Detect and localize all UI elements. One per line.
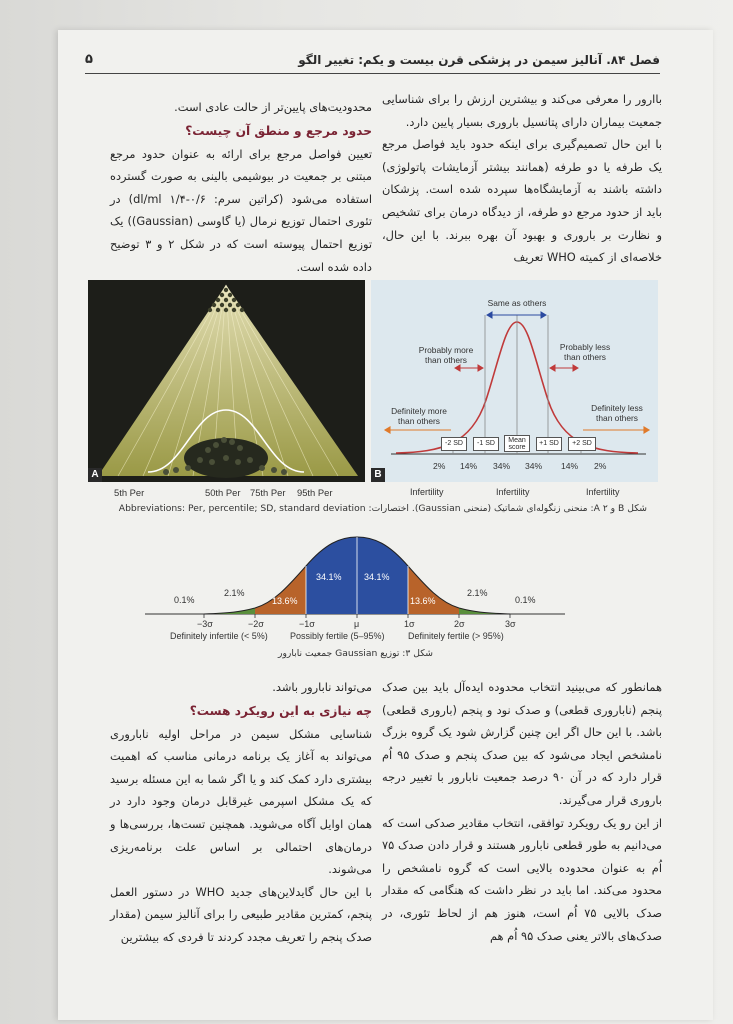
percentile-label: 5th Per — [114, 487, 145, 498]
left-column-bottom — [110, 676, 372, 949]
label-probably-more: Probably more than others — [418, 345, 474, 365]
percentile-label: 50th Per — [205, 487, 241, 498]
figure-3-caption: شکل ۳: توزیع Gaussian جمعیت نابارور — [278, 648, 433, 659]
pct-label: 34% — [493, 461, 511, 471]
sd-box-minus2: -2 SD — [441, 437, 467, 451]
segment-label: 34.1% — [364, 572, 390, 582]
page-number: ۵ — [85, 52, 93, 67]
percentile-label: 95th Per — [297, 487, 333, 498]
paragraph: باارور را معرفی می‌کند و بیشترین ارزش را برای شناسایی جمعیت بیماران دارای پتانسیل باروری بسیار پایین دارد. — [382, 92, 662, 129]
infertility-label: Infertility — [410, 487, 444, 497]
segment-label: 13.6% — [272, 596, 298, 606]
segment-label: 34.1% — [316, 572, 342, 582]
pct-label: 2% — [594, 461, 607, 471]
pct-label: 14% — [561, 461, 579, 471]
sd-box-minus1: -1 SD — [473, 437, 499, 451]
paragraph: محدودیت‌های پایین‌تر از حالت عادی است. — [174, 100, 372, 114]
segment-label: 0.1% — [174, 595, 195, 605]
sd-box-plus1: +1 SD — [536, 437, 562, 451]
section-heading-why-needed: چه نیازی به این رویکرد هست؟ — [189, 703, 372, 718]
zone-label-infertile: Definitely infertile (< 5%) — [170, 631, 268, 641]
axis-tick: 3σ — [505, 619, 516, 629]
segment-label: 13.6% — [410, 596, 436, 606]
section-heading-reference-limits: حدود مرجع و منطق آن چیست؟ — [185, 123, 372, 138]
figure-3-gaussian — [140, 524, 570, 646]
figure-2-caption: شکل B و A ۲: منحنی زنگوله‌ای شماتیک (منحنی Gaussian). اختصارات: Abbreviations: Per, percentile; SD, standard deviation — [118, 503, 647, 514]
paragraph: تعیین فواصل مرجع برای ارائه به عنوان حدود مرجع مبتنی بر جمعیت در بیوشیمی بالینی به صورت گسترده استفاده می‌شود (کراتین سرم: dl/ml ۱/۴-۰/۶) در تئوری احتمال توزیع نرمال (یا گاوسی (Gaussian)) یک توزیع احتمال پیوسته است که در شکل ۲ و ۳ توضیح داده شده است. — [110, 146, 373, 274]
panel-letter-a: A — [88, 468, 102, 482]
paragraph: می‌تواند نابارور باشد. — [272, 680, 372, 694]
page-header — [85, 50, 660, 74]
axis-tick: −2σ — [248, 619, 264, 629]
axis-tick: μ — [354, 619, 360, 629]
pct-label: 14% — [460, 461, 478, 471]
right-column-top — [382, 88, 662, 269]
segment-label: 2.1% — [467, 588, 488, 598]
infertility-label: Infertility — [496, 487, 530, 497]
axis-tick: 2σ — [454, 619, 465, 629]
paragraph: با این حال گایدلاین‌های جدید WHO در دستور العمل پنجم، کمترین مقادیر طبیعی را برای آنالیز سیمن (مقدار صدک پنجم را تعریف مجدد کردند تا فردی که بیشترین — [110, 884, 372, 944]
label-definitely-less: Definitely less than others — [591, 403, 643, 423]
axis-tick: −3σ — [197, 619, 213, 629]
zone-label-possibly-fertile: Possibly fertile (5–95%) — [290, 631, 385, 641]
axis-tick: 1σ — [404, 619, 415, 629]
axis-tick: −1σ — [299, 619, 315, 629]
figure-2a-galton-board — [88, 280, 365, 482]
label-definitely-more: Definitely more than others — [391, 406, 447, 426]
galton-board-illustration — [88, 280, 365, 482]
sd-box-mean: Mean score — [504, 435, 530, 452]
infertility-label: Infertility — [586, 487, 620, 497]
paragraph: همانطور که می‌بینید انتخاب محدوده ایده‌آل باید بین صدک پنجم (ناباروری قطعی) و صدک نود و پنجم (باروری قطعی) باشد. با این حال اگر این چنین گزارش شود یک گروه بزرگ نامشخص ایجاد می‌شود که بین صدک پنجم و صدک ۹۵ اُم قرار دارد که در آن ۹۰ درصد جمعیت نابارور با تغییر درجه باروری قرار می‌گیرند. — [382, 680, 662, 807]
label-probably-less: Probably less than others — [559, 342, 611, 362]
segment-label: 0.1% — [515, 595, 536, 605]
zone-label-fertile: Definitely fertile (> 95%) — [408, 631, 504, 641]
sd-box-plus2: +2 SD — [568, 437, 596, 451]
right-column-bottom — [382, 676, 662, 947]
percentile-label: 75th Per — [250, 487, 286, 498]
left-column-top — [110, 96, 372, 278]
paragraph: با این حال تصمیم‌گیری برای اینکه حدود باید فواصل مرجع یک طرفه یا دو طرفه (همانند بیشتر آزمایشات پاتولوژی) داشته باشند به آزمایشگاه‌ها سپرده شده است. پزشکان باید از حدود مرجع دو طرفه، از دیدگاه درمان برای تشخیص و نظارت بر باروری و بهبود آن بهره ببرند. با این حال، خلاصه‌ای از کمیته WHO تعریف — [382, 137, 662, 265]
label-same-as-others: Same as others — [487, 298, 547, 308]
pct-label: 34% — [525, 461, 543, 471]
segment-label: 2.1% — [224, 588, 245, 598]
panel-letter-b: B — [371, 468, 385, 482]
paragraph: از این رو یک رویکرد توافقی، انتخاب مقادیر صدکی است که می‌دانیم به طور قطعی نابارور هستند و قرار دادن صدک ۷۵ اُم به عنوان محدوده بالایی است که گروه نامشخص را محدود می‌کند. اما باید در نظر داشت که هنگامی که مقدار صدک بالایی ۷۵ اُم است، هنوز هم از لحاظ تئوری، در صدک‌های بالاتر یعنی صدک ۹۵ اُم هم — [382, 815, 662, 943]
chapter-title: فصل ۸۴. آنالیز سیمن در پزشکی قرن بیست و یکم: تغییر الگو — [298, 53, 660, 67]
paragraph: شناسایی مشکل سیمن در مراحل اولیه ناباروری می‌تواند به آغاز یک برنامه درمانی مناسب که اهمیت بیشتری دارد کمک کند و یا اگر شما به این مسئله برسید که یک مشکل اسپرمی غیرقابل درمان وجود دارد در همان اوایل آگاه می‌شوید. همچنین تست‌ها، بررسی‌ها و درمان‌های احتمالی بر اساس علت برنامه‌ریزی می‌شوند. — [110, 726, 372, 877]
pct-label: 2% — [433, 461, 446, 471]
